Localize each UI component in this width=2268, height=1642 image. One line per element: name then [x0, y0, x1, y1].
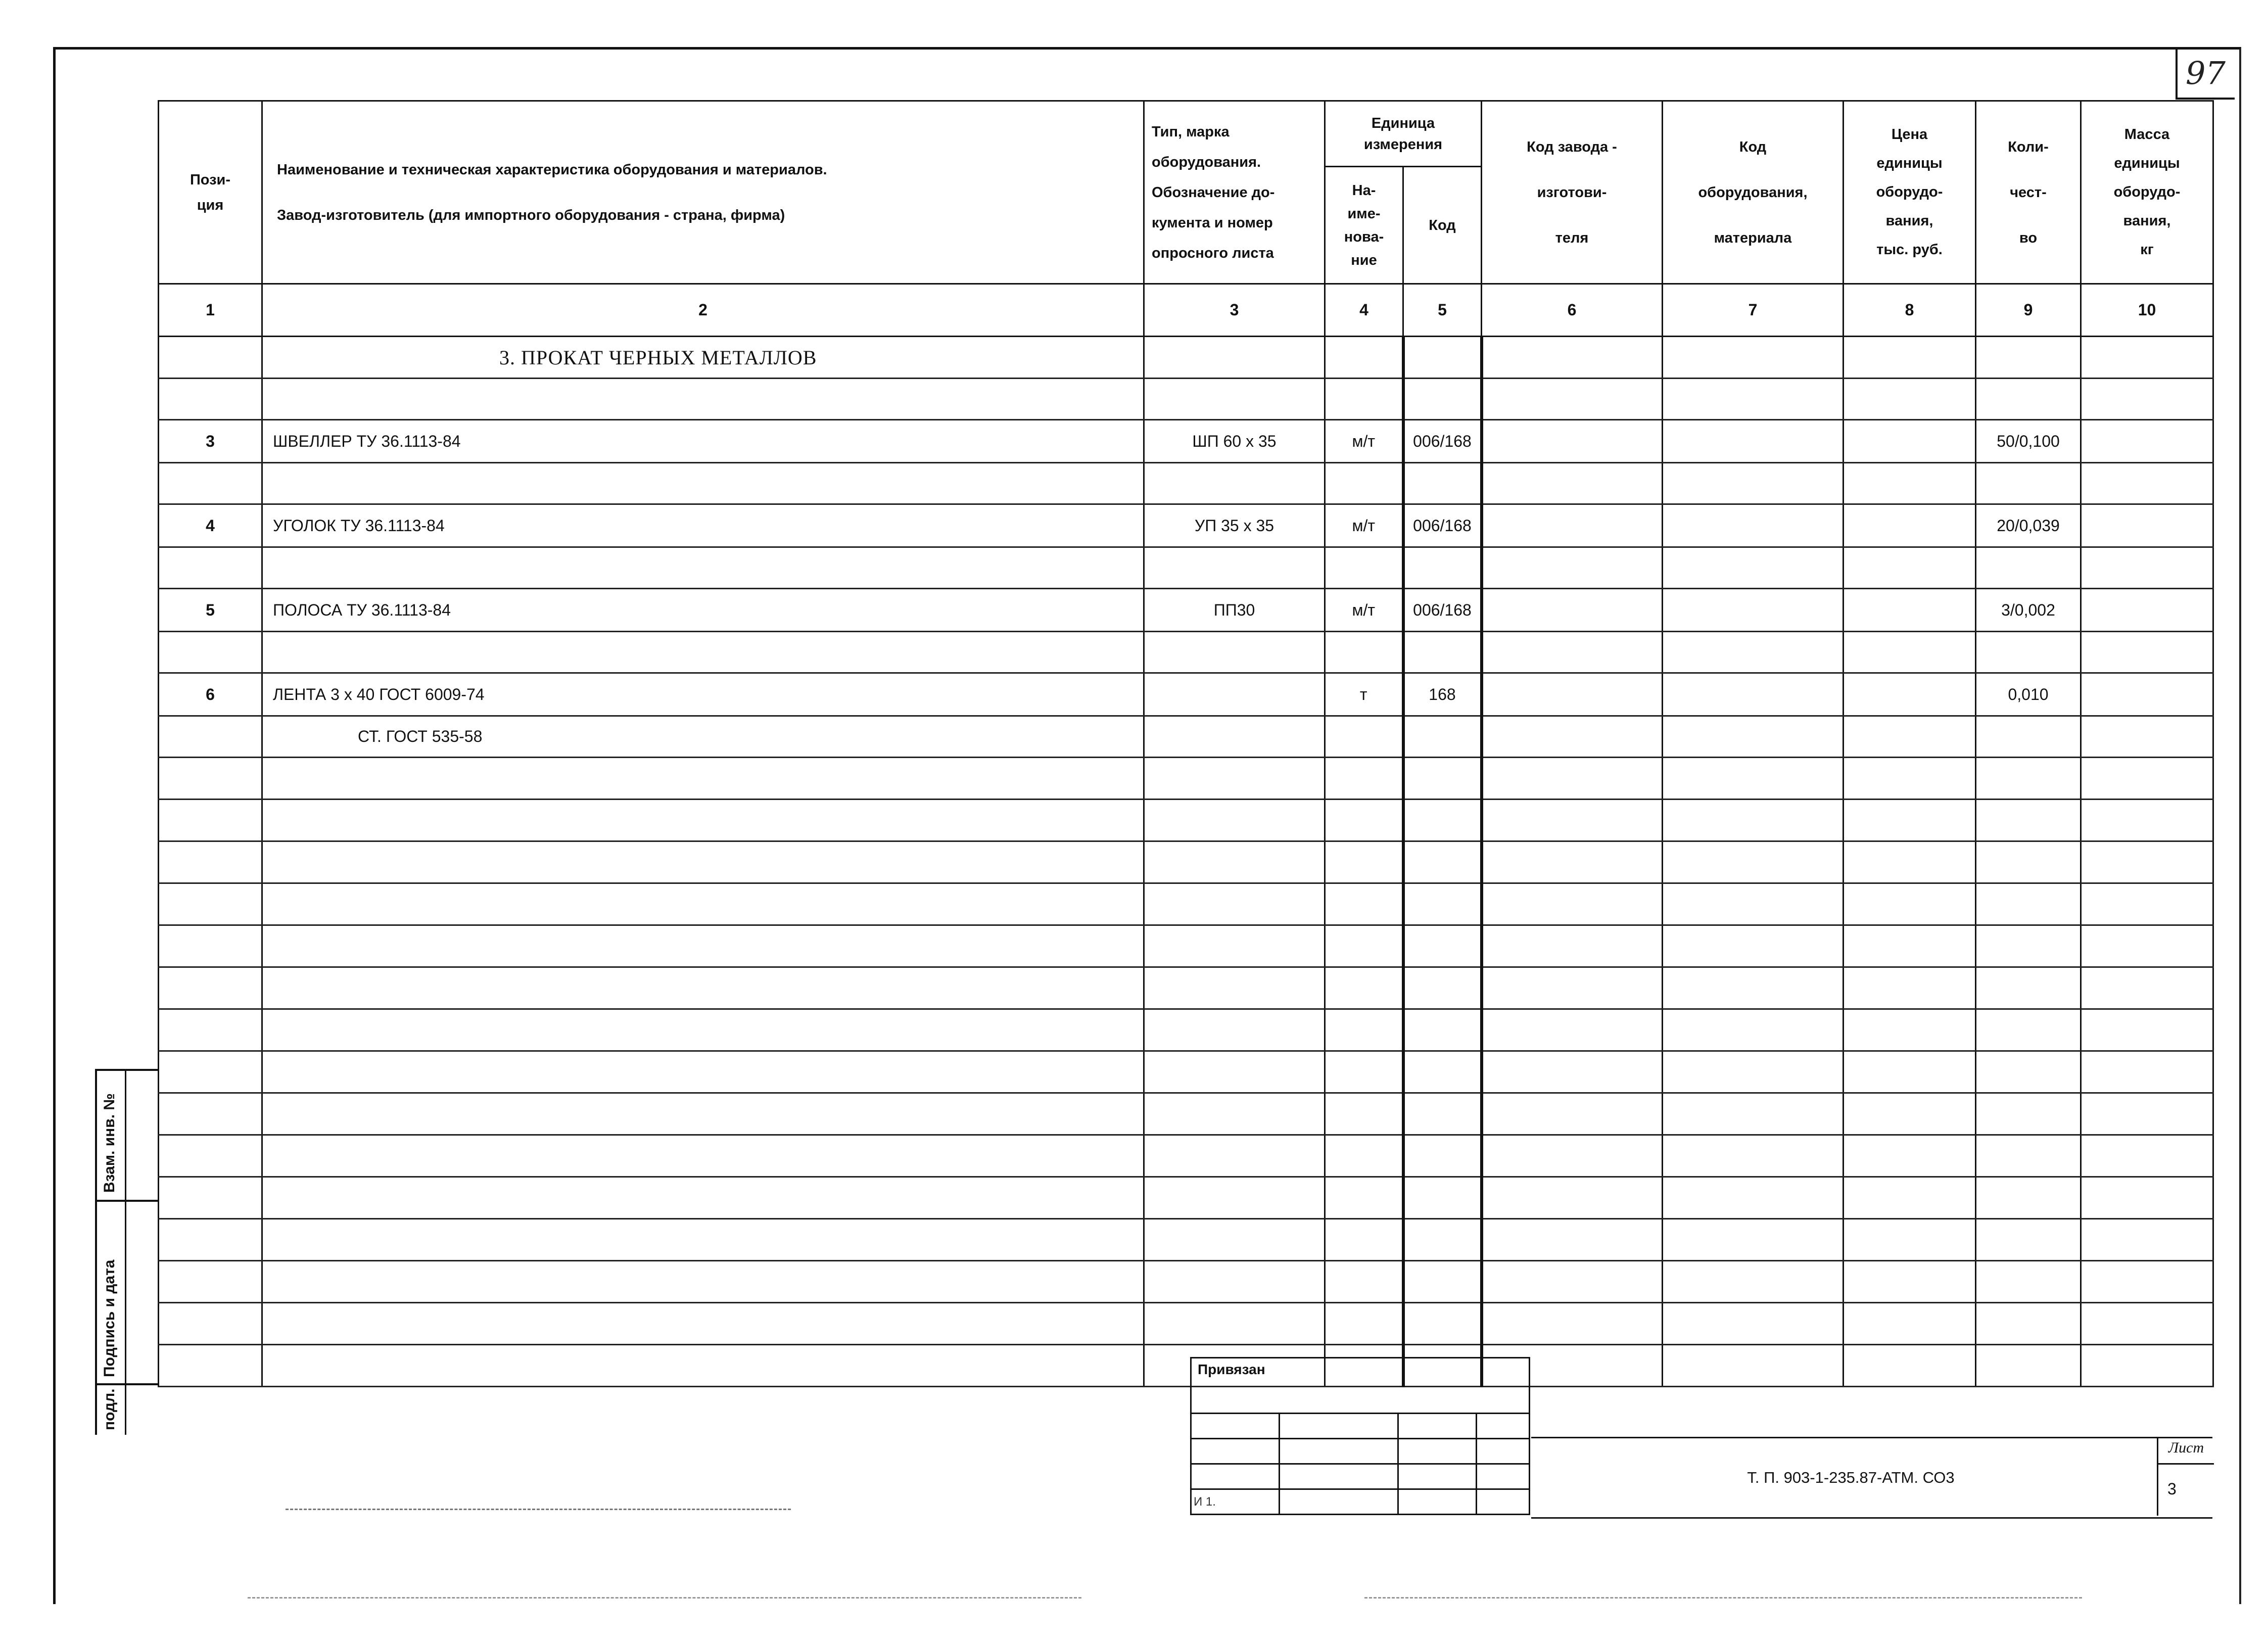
- table-row: [159, 1051, 2213, 1093]
- stamp-bound-label: Привязан: [1191, 1358, 1530, 1414]
- row-unit: м/т: [1325, 420, 1403, 463]
- table-row: [159, 758, 2213, 800]
- table-row: [159, 547, 2213, 589]
- header-name-line1: Наименование и техническая характеристика оборудования и материалов.: [277, 161, 827, 178]
- row-unit: м/т: [1325, 589, 1403, 632]
- stamp-inventory-fragment: И 1.: [1191, 1489, 1280, 1515]
- header-unit-code: Код: [1403, 167, 1482, 284]
- colnum-2: 2: [262, 284, 1144, 337]
- table-row: [159, 925, 2213, 967]
- column-number-row: [159, 284, 2213, 337]
- header-quantity: Коли- чест- во: [1976, 101, 2081, 284]
- row-quantity: 0,010: [1976, 673, 2081, 716]
- header-unit-group: Единица измерения: [1325, 101, 1482, 167]
- table-row-item-6-cont: [159, 716, 2213, 758]
- side-label-original: подл.: [101, 1388, 118, 1430]
- row-unit-code: 168: [1403, 673, 1482, 716]
- row-position: 3: [159, 420, 262, 463]
- row-name-line2: СТ. ГОСТ 535-58: [262, 716, 1144, 758]
- table-row: [159, 841, 2213, 883]
- section-title-row: [159, 337, 2213, 379]
- row-quantity: 50/0,100: [1976, 420, 2081, 463]
- row-position: 6: [159, 673, 262, 716]
- section-title: 3. ПРОКАТ ЧЕРНЫХ МЕТАЛЛОВ: [262, 337, 1144, 379]
- table-row: [159, 800, 2213, 841]
- table-row: [159, 1345, 2213, 1387]
- scan-artifact: [286, 1509, 791, 1510]
- colnum-7: 7: [1663, 284, 1844, 337]
- colnum-5: 5: [1403, 284, 1482, 337]
- row-unit: м/т: [1325, 504, 1403, 547]
- table-row: [159, 1093, 2213, 1135]
- binding-stamp: [1190, 1357, 1530, 1515]
- row-unit-code: 006/168: [1403, 589, 1482, 632]
- table-row: [159, 1261, 2213, 1303]
- header-equipment-code: Код оборудования, материала: [1663, 101, 1844, 284]
- sheet-handwritten-number: 97: [2186, 55, 2226, 91]
- header-row-1: [159, 101, 2213, 167]
- row-unit-code: 006/168: [1403, 504, 1482, 547]
- colnum-8: 8: [1844, 284, 1976, 337]
- header-maker-code: Код завода - изготови- теля: [1482, 101, 1663, 284]
- side-label-signature-date: Подпись и дата: [101, 1259, 118, 1377]
- side-label-interchange: Взам. инв. №: [101, 1093, 118, 1193]
- table-row: [159, 632, 2213, 673]
- sheet-cell: [2157, 1437, 2214, 1516]
- table-row: [159, 379, 2213, 420]
- header-name: [262, 101, 1144, 284]
- colnum-6: 6: [1482, 284, 1663, 337]
- scan-artifact: [1364, 1597, 2082, 1599]
- row-position: 4: [159, 504, 262, 547]
- document-designation: Т. П. 903-1-235.87-АТМ. СО3: [1747, 1469, 1955, 1486]
- row-type: ПП30: [1144, 589, 1325, 632]
- sheet-label: Лист: [2168, 1439, 2204, 1456]
- colnum-1: 1: [159, 284, 262, 337]
- table-row: [159, 967, 2213, 1009]
- table-row: [159, 463, 2213, 504]
- table-row: [159, 1303, 2213, 1345]
- header-unit-name: На- име- нова- ние: [1325, 167, 1403, 284]
- side-stamp-rule: [97, 1383, 159, 1385]
- header-price: Цена единицы оборудо- вания, тыс. руб.: [1844, 101, 1976, 284]
- header-mass: Масса единицы оборудо- вания, кг: [2081, 101, 2213, 284]
- table-row: [159, 883, 2213, 925]
- header-position: Пози- ция: [159, 101, 262, 284]
- row-name: ШВЕЛЛЕР ТУ 36.1113-84: [262, 420, 1144, 463]
- scan-artifact: [248, 1597, 1081, 1599]
- sheet-cell-rule: [2158, 1463, 2214, 1465]
- header-type: Тип, марка оборудования. Обозначение до- кумента и номер опросного листа: [1144, 101, 1325, 284]
- row-name: ПОЛОСА ТУ 36.1113-84: [262, 589, 1144, 632]
- row-name: УГОЛОК ТУ 36.1113-84: [262, 504, 1144, 547]
- row-unit-code: 006/168: [1403, 420, 1482, 463]
- row-position: 5: [159, 589, 262, 632]
- row-unit: т: [1325, 673, 1403, 716]
- side-stamp-divider: [125, 1071, 126, 1435]
- row-quantity: 20/0,039: [1976, 504, 2081, 547]
- table-row: [159, 1219, 2213, 1261]
- table-row: [159, 1009, 2213, 1051]
- sheet-number: 3: [2167, 1480, 2177, 1498]
- table-row-item-5: [159, 589, 2213, 632]
- row-type: ШП 60 х 35: [1144, 420, 1325, 463]
- colnum-10: 10: [2081, 284, 2213, 337]
- table-row-item-3: [159, 420, 2213, 463]
- row-type: УП 35 х 35: [1144, 504, 1325, 547]
- row-name: ЛЕНТА 3 х 40 ГОСТ 6009-74: [262, 673, 1144, 716]
- table-row: [159, 1177, 2213, 1219]
- colnum-9: 9: [1976, 284, 2081, 337]
- row-type: [1144, 673, 1325, 716]
- specification-table: [158, 100, 2214, 1387]
- header-name-line2: Завод-изготовитель (для импортного оборудования - страна, фирма): [277, 207, 785, 223]
- colnum-3: 3: [1144, 284, 1325, 337]
- side-stamp-rule: [97, 1200, 159, 1202]
- row-quantity: 3/0,002: [1976, 589, 2081, 632]
- colnum-4: 4: [1325, 284, 1403, 337]
- table-row-item-6: [159, 673, 2213, 716]
- table-row: [159, 1135, 2213, 1177]
- table-row-item-4: [159, 504, 2213, 547]
